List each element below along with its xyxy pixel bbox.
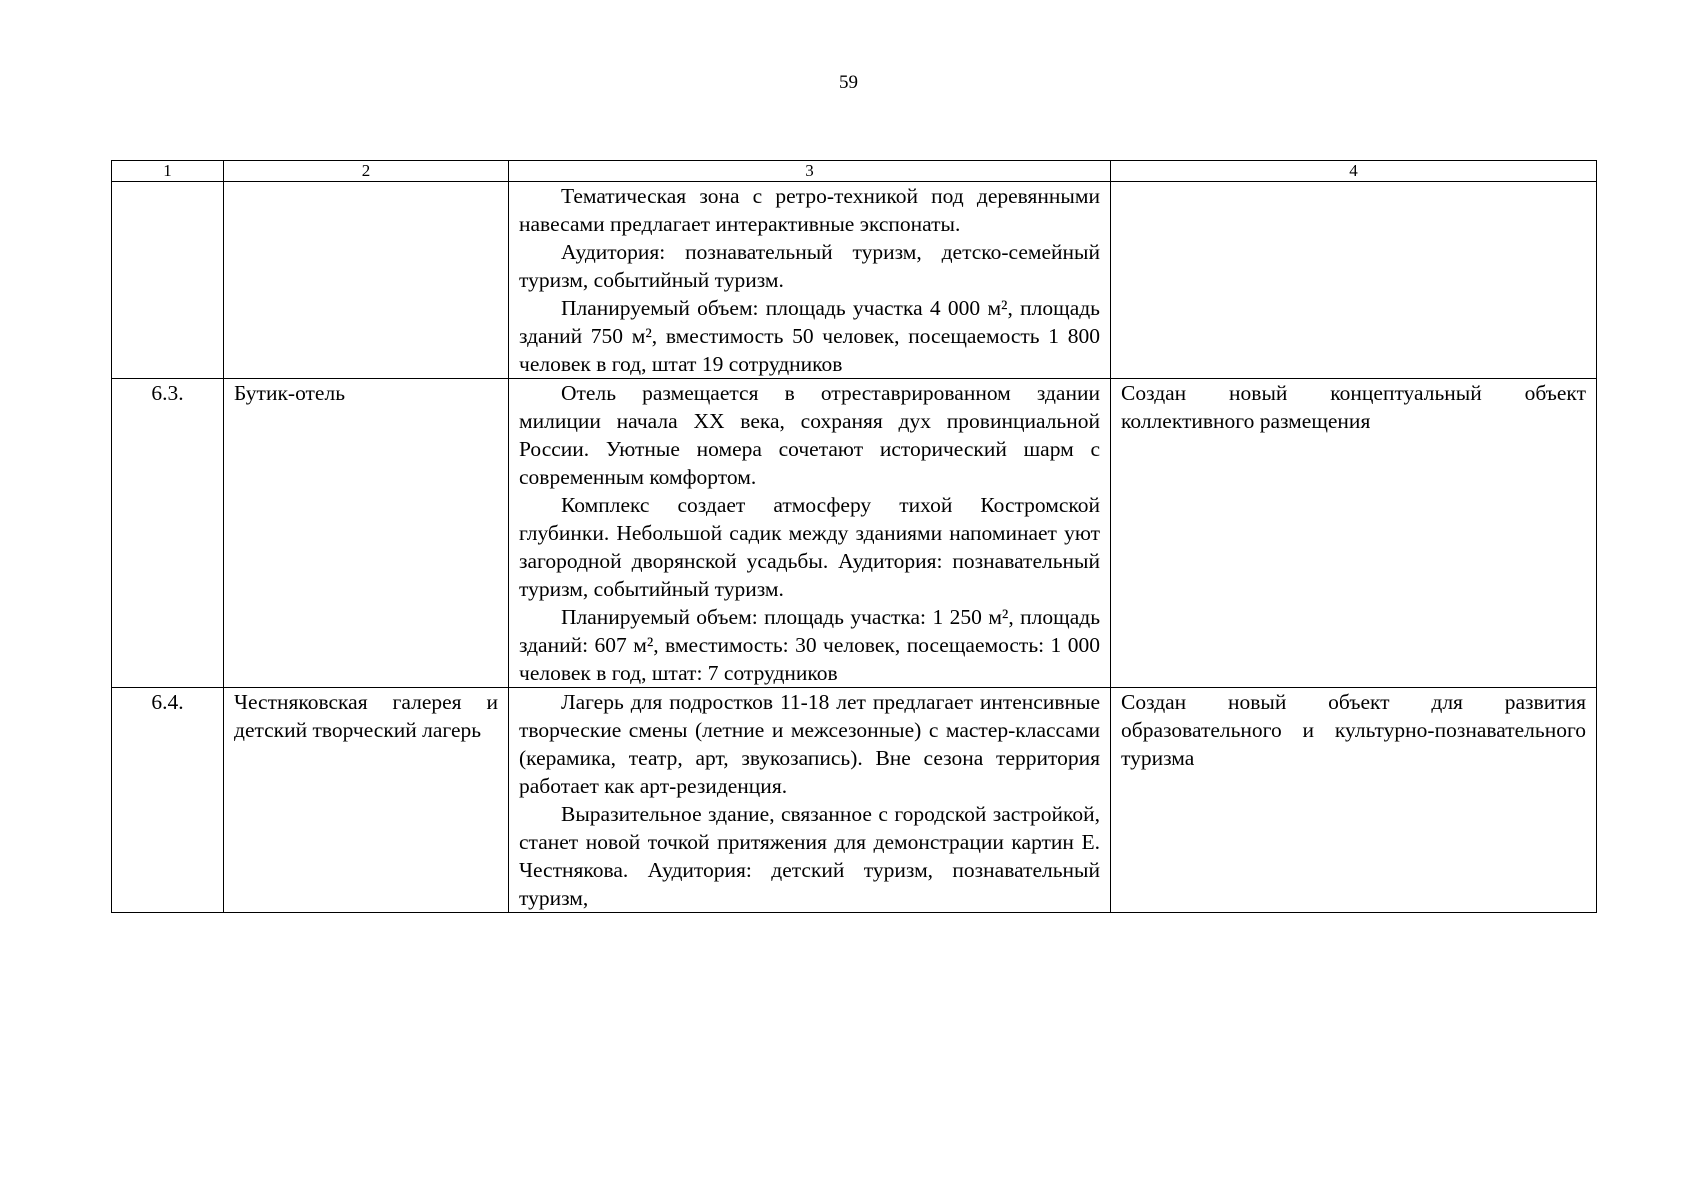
row-description (509, 379, 1111, 688)
table-row (112, 182, 1597, 379)
description-paragraph: Планируемый объем: площадь участка: 1 250 м², площадь зданий: 607 м², вместимость: 30 человек, посещаемость: 1 000 человек в год, штат: 7 сотрудников (519, 605, 1100, 685)
table-header-row (112, 161, 1597, 182)
description-paragraph: Планируемый объем: площадь участка 4 000 м², площадь зданий 750 м², вместимость 50 человек, посещаемость 1 800 человек в год, штат 19 сотрудников (519, 296, 1100, 376)
row-number (112, 182, 224, 379)
row-name: Бутик-отель (224, 379, 509, 688)
row-name (224, 182, 509, 379)
row-name: Честняковская галерея и детский творческий лагерь (224, 688, 509, 913)
description-paragraph: Выразительное здание, связанное с городской застройкой, станет новой точкой притяжения для демонстрации картин Е. Честнякова. Аудитория: детский туризм, познавательный туризм, (519, 802, 1100, 910)
row-result: Создан новый концептуальный объект коллективного размещения (1111, 379, 1597, 688)
row-description (509, 182, 1111, 379)
table-row (112, 688, 1597, 913)
header-col-1: 1 (112, 161, 224, 182)
header-col-3: 3 (509, 161, 1111, 182)
content-table (111, 160, 1597, 913)
description-paragraph: Лагерь для подростков 11-18 лет предлагает интенсивные творческие смены (летние и межсезонные) с мастер-классами (керамика, театр, арт, звукозапись). Вне сезона территория работает как арт-резиденция. (519, 690, 1100, 798)
description-paragraph: Отель размещается в отреставрированном здании милиции начала XX века, сохраняя дух провинциальной России. Уютные номера сочетают исторический шарм с современным комфортом. (519, 381, 1100, 489)
row-number: 6.4. (112, 688, 224, 913)
header-col-2: 2 (224, 161, 509, 182)
table-row (112, 379, 1597, 688)
description-paragraph: Тематическая зона с ретро-техникой под деревянными навесами предлагает интерактивные экспонаты. (519, 184, 1100, 236)
row-result (1111, 182, 1597, 379)
row-number: 6.3. (112, 379, 224, 688)
description-paragraph: Аудитория: познавательный туризм, детско-семейный туризм, событийный туризм. (519, 240, 1100, 292)
row-description (509, 688, 1111, 913)
page-number: 59 (839, 72, 858, 93)
row-result: Создан новый объект для развития образовательного и культурно-познавательного туризма (1111, 688, 1597, 913)
description-paragraph: Комплекс создает атмосферу тихой Костромской глубинки. Небольшой садик между зданиями напоминает уют загородной дворянской усадьбы. Аудитория: познавательный туризм, событийный туризм. (519, 493, 1100, 601)
header-col-4: 4 (1111, 161, 1597, 182)
